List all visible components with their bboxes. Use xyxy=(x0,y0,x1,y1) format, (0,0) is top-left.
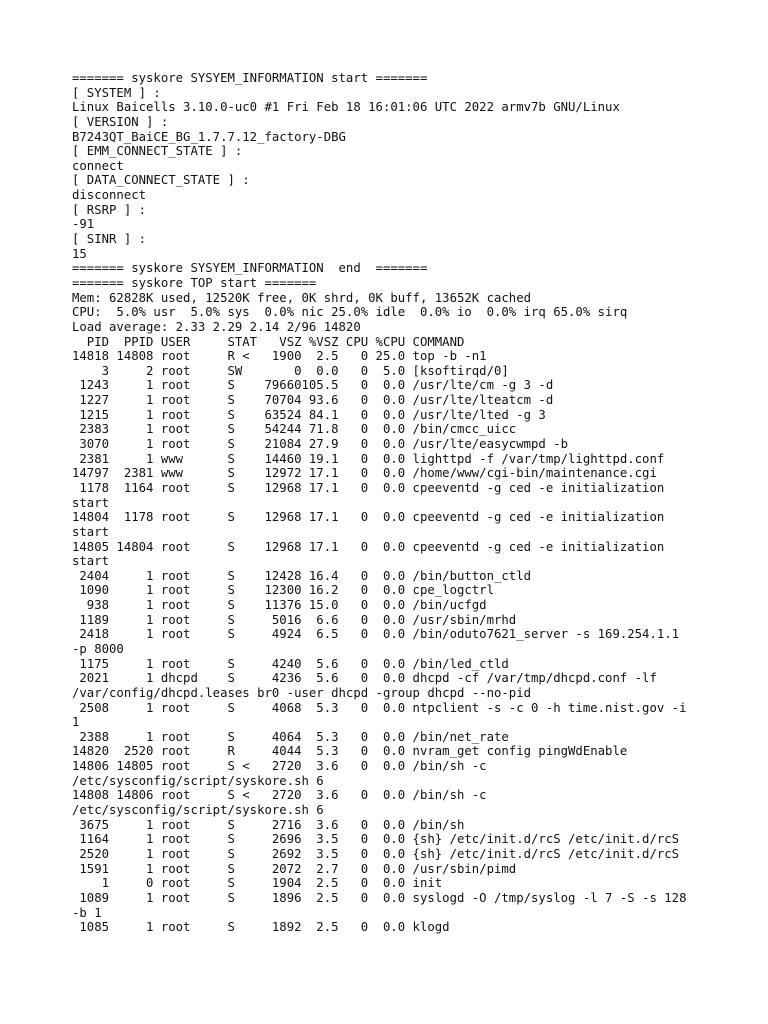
process-row: 1243 1 root S 79660105.5 0 0.0 /usr/lte/cm -g 3 -d xyxy=(72,378,554,393)
field-label: [ EMM_CONNECT_STATE ] : xyxy=(72,144,243,159)
field-label: [ VERSION ] : xyxy=(72,114,169,129)
process-row: 1 0 root S 1904 2.5 0 0.0 init xyxy=(72,876,443,891)
process-row: 2383 1 root S 54244 71.8 0 0.0 /bin/cmcc_uicc xyxy=(72,422,517,437)
load-average: Load average: 2.33 2.29 2.14 2/96 14820 xyxy=(72,319,361,334)
process-row: 14804 1178 root S 12968 17.1 0 0.0 cpeeventd -g ced -e initialization xyxy=(72,510,665,525)
log-document xyxy=(72,71,762,935)
process-row: 1090 1 root S 12300 16.2 0 0.0 cpe_logctrl xyxy=(72,583,494,598)
process-row-continuation: start xyxy=(72,524,110,539)
section-footer: ======= syskore SYSYEM_INFORMATION end ======= xyxy=(72,261,428,276)
field-label: [ SYSTEM ] : xyxy=(72,85,161,100)
process-row-continuation: -b 1 xyxy=(72,905,102,920)
process-table-header: PID PPID USER STAT VSZ %VSZ CPU %CPU COMMAND xyxy=(72,334,465,349)
field-label: [ SINR ] : xyxy=(72,232,147,247)
field-label: [ RSRP ] : xyxy=(72,202,147,217)
process-row-continuation: 1 xyxy=(72,715,80,730)
process-row-continuation: start xyxy=(72,495,110,510)
field-label: [ DATA_CONNECT_STATE ] : xyxy=(72,173,250,188)
section-header: ======= syskore SYSYEM_INFORMATION start ======= xyxy=(72,71,428,85)
process-row: 1227 1 root S 70704 93.6 0 0.0 /usr/lte/lteatcm -d xyxy=(72,393,554,408)
process-row: 2381 1 www S 14460 19.1 0 0.0 lighttpd -f /var/tmp/lighttpd.conf xyxy=(72,451,665,466)
field-value: disconnect xyxy=(72,188,147,203)
process-row-continuation: /etc/sysconfig/script/syskore.sh 6 xyxy=(72,773,324,788)
field-value: connect xyxy=(72,158,124,173)
process-row: 1089 1 root S 1896 2.5 0 0.0 syslogd -O /tmp/syslog -l 7 -S -s 128 xyxy=(72,890,687,905)
cpu-summary: CPU: 5.0% usr 5.0% sys 0.0% nic 25.0% idle 0.0% io 0.0% irq 65.0% sirq xyxy=(72,305,628,320)
process-row: 1164 1 root S 2696 3.5 0 0.0 {sh} /etc/init.d/rcS /etc/init.d/rcS xyxy=(72,832,680,847)
process-row: 1189 1 root S 5016 6.6 0 0.0 /usr/sbin/mrhd xyxy=(72,612,517,627)
process-row: 14805 14804 root S 12968 17.1 0 0.0 cpeeventd -g ced -e initialization xyxy=(72,539,665,554)
process-row: 1085 1 root S 1892 2.5 0 0.0 klogd xyxy=(72,920,450,935)
process-row: 14797 2381 www S 12972 17.1 0 0.0 /home/www/cgi-bin/maintenance.cgi xyxy=(72,466,657,481)
process-row: 2404 1 root S 12428 16.4 0 0.0 /bin/button_ctld xyxy=(72,568,532,583)
process-row: 14808 14806 root S < 2720 3.6 0 0.0 /bin/sh -c xyxy=(72,788,487,803)
process-row: 14820 2520 root R 4044 5.3 0 0.0 nvram_get config pingWdEnable xyxy=(72,744,628,759)
process-row: 1178 1164 root S 12968 17.1 0 0.0 cpeeventd -g ced -e initialization xyxy=(72,480,665,495)
process-row: 3070 1 root S 21084 27.9 0 0.0 /usr/lte/easycwmpd -b xyxy=(72,437,569,452)
process-row-continuation: start xyxy=(72,554,110,569)
process-row: 1175 1 root S 4240 5.6 0 0.0 /bin/led_ctld xyxy=(72,656,509,671)
process-row: 938 1 root S 11376 15.0 0 0.0 /bin/ucfgd xyxy=(72,598,487,613)
process-row-continuation: /var/config/dhcpd.leases br0 -user dhcpd -group dhcpd --no-pid xyxy=(72,685,532,700)
process-row: 1215 1 root S 63524 84.1 0 0.0 /usr/lte/lted -g 3 xyxy=(72,407,546,422)
process-row-continuation: -p 8000 xyxy=(72,641,124,656)
process-row: 14806 14805 root S < 2720 3.6 0 0.0 /bin/sh -c xyxy=(72,759,487,774)
field-value: 15 xyxy=(72,246,87,261)
field-value: Linux Baicells 3.10.0-uc0 #1 Fri Feb 18 16:01:06 UTC 2022 armv7b GNU/Linux xyxy=(72,100,620,115)
process-row: 2508 1 root S 4068 5.3 0 0.0 ntpclient -s -c 0 -h time.nist.gov -i xyxy=(72,700,687,715)
process-row: 2520 1 root S 2692 3.5 0 0.0 {sh} /etc/init.d/rcS /etc/init.d/rcS xyxy=(72,846,680,861)
process-row: 14818 14808 root R < 1900 2.5 0 25.0 top -b -n1 xyxy=(72,349,487,364)
process-row: 1591 1 root S 2072 2.7 0 0.0 /usr/sbin/pimd xyxy=(72,861,517,876)
mem-summary: Mem: 62828K used, 12520K free, 0K shrd, 0K buff, 13652K cached xyxy=(72,290,532,305)
process-row: 2418 1 root S 4924 6.5 0 0.0 /bin/oduto7621_server -s 169.254.1.1 xyxy=(72,627,680,642)
process-row: 2388 1 root S 4064 5.3 0 0.0 /bin/net_rate xyxy=(72,729,509,744)
process-row: 2021 1 dhcpd S 4236 5.6 0 0.0 dhcpd -cf /var/tmp/dhcpd.conf -lf xyxy=(72,671,657,686)
process-row-continuation: /etc/sysconfig/script/syskore.sh 6 xyxy=(72,803,324,818)
process-row: 3675 1 root S 2716 3.6 0 0.0 /bin/sh xyxy=(72,817,465,832)
process-row: 3 2 root SW 0 0.0 0 5.0 [ksoftirqd/0] xyxy=(72,363,509,378)
field-value: B7243QT_BaiCE_BG_1.7.7.12_factory-DBG xyxy=(72,129,346,144)
section-header: ======= syskore TOP start ======= xyxy=(72,275,317,290)
field-value: -91 xyxy=(72,217,95,232)
